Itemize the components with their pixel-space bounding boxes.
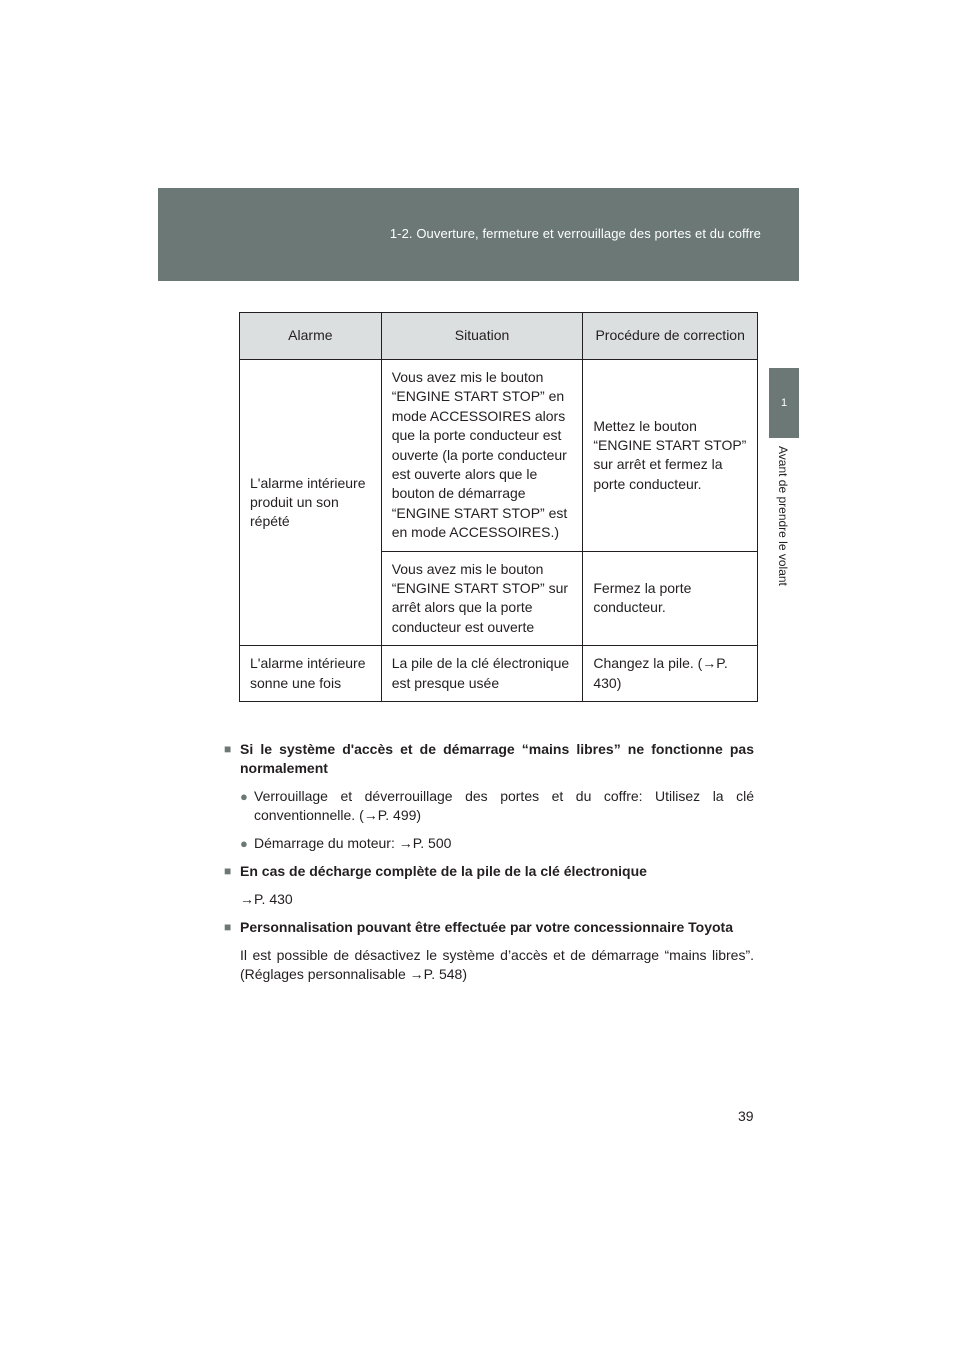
square-bullet-icon: ■ [224,864,232,878]
section-heading [224,862,754,881]
chapter-side-label [769,446,799,626]
list-item [224,834,754,853]
alarm-table [239,312,758,702]
situation-cell: Vous avez mis le bouton “ENGINE START STOP” sur arrêt alors que la porte conducteur est ouverte [381,551,583,646]
page-number: 39 [738,1108,754,1124]
chapter-header-band [158,188,799,281]
list-item [224,787,754,825]
situation-cell: La pile de la clé électronique est presque usée [381,646,583,702]
table-row [240,360,758,552]
section-text: Il est possible de désactivez le système d’accès et de démarrage “mains libres”. (Réglages personnalisable →P. 548) [240,947,754,982]
column-header-situation: Situation [381,313,583,360]
column-header-correction: Procédure de correction [583,313,758,360]
round-bullet-icon: ● [240,789,248,804]
list-item-text: Verrouillage et déverrouillage des portes et du coffre: Utilisez la clé conventionnelle. (→P. 499) [254,788,754,823]
square-bullet-icon: ■ [224,742,232,756]
round-bullet-icon: ● [240,836,248,851]
correction-cell: Fermez la porte conducteur. [583,551,758,646]
correction-cell: Changez la pile. (→P. 430) [583,646,758,702]
chapter-number: 1 [780,397,788,409]
section-title: En cas de décharge complète de la pile de la clé électronique [240,863,647,879]
section-header-title: 1-2. Ouverture, fermeture et verrouillage des portes et du coffre [389,226,761,241]
section-title: Si le système d'accès et de démarrage “mains libres” ne fonctionne pas normalement [240,741,754,776]
section-title: Personnalisation pouvant être effectuée par votre concessionnaire Toyota [240,919,733,935]
chapter-label: Avant de prendre le volant [776,446,790,586]
section-heading [224,740,754,778]
correction-cell: Mettez le bouton “ENGINE START STOP” sur arrêt et fermez la porte conducteur. [583,360,758,552]
list-item-text: Démarrage du moteur: →P. 500 [254,835,452,851]
column-header-alarme: Alarme [240,313,382,360]
alarm-cell: L'alarme intérieure sonne une fois [240,646,382,702]
table-header-row [240,313,758,360]
section-text: →P. 430 [240,891,293,907]
section-heading [224,918,754,937]
chapter-number-tab [769,368,799,438]
table-row [240,646,758,702]
notes-content [224,740,754,984]
alarm-cell: L'alarme intérieure produit un son répété [240,360,382,646]
situation-cell: Vous avez mis le bouton “ENGINE START STOP” en mode ACCESSOIRES alors que la porte conducteur est ouverte (la porte conducteur est ouverte alors que le bouton de démarrage “ENGINE START STOP” est en mode ACCESSOIRES.) [381,360,583,552]
square-bullet-icon: ■ [224,920,232,934]
